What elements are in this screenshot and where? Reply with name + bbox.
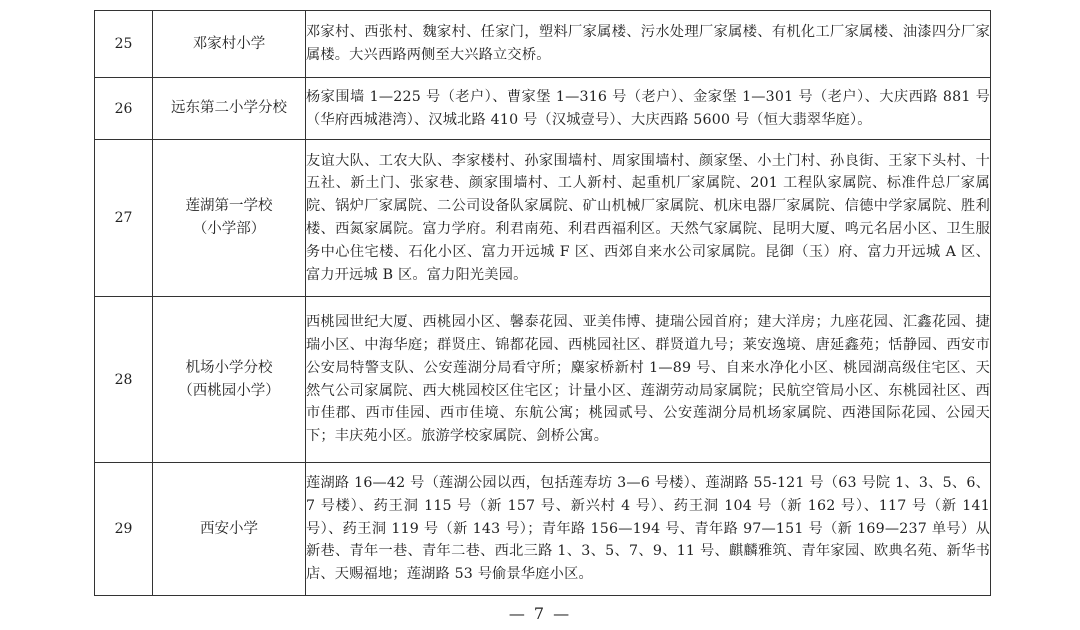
enrollment-area: 杨家围墙 1—225 号（老户）、曹家堡 1—316 号（老户）、金家堡 1—301 号（老户）、大庆西路 881 号（华府西城港湾）、汉城北路 410 号（汉城壹号）、大庆西路 5600 号（恒大翡翠华庭）。 (306, 78, 991, 140)
row-number: 25 (95, 11, 153, 78)
school-name-sub: （西桃园小学） (178, 382, 280, 399)
row-number: 29 (95, 463, 153, 596)
school-name-cell (153, 297, 306, 463)
table-row (95, 463, 991, 596)
enrollment-area: 邓家村、西张村、魏家村、任家门，塑料厂家属楼、污水处理厂家属楼、有机化工厂家属楼、油漆四分厂家属楼。大兴西路两侧至大兴路立交桥。 (306, 11, 991, 78)
table-row (95, 11, 991, 78)
school-name: 机场小学分校 (185, 359, 273, 376)
table-row (95, 140, 991, 297)
school-district-table (94, 10, 991, 596)
school-name: 莲湖第一学校 (185, 198, 273, 214)
school-name: 西安小学 (200, 520, 258, 537)
enrollment-area: 友谊大队、工农大队、李家楼村、孙家围墙村、周家围墙村、颜家堡、小土门村、孙良街、王家下头村、十五社、新土门、张家巷、颜家围墙村、工人新村、起重机厂家属院、201 工程队家属院、标准件总厂家属院、锅炉厂家属院、二公司设备队家属院、矿山机械厂家属院、机床电器厂家属院、信德中学家属院、胜利楼、西氮家属院。富力学府。利君南苑、利君西福利区。天然气家属院、昆明大厦、鸣元名居小区、卫生服务中心住宅楼、石化小区、富力开远城 F 区、西郊自来水公司家属院。昆御（玉）府、富力开远城 A 区、富力开远城 B 区。富力阳光美园。 (306, 140, 991, 297)
row-number: 27 (95, 140, 153, 297)
school-name-cell (153, 11, 306, 78)
school-name: 远东第二小学分校 (171, 100, 287, 116)
table-row (95, 297, 991, 463)
page-number: — 7 — (508, 604, 572, 623)
school-name-cell (153, 463, 306, 596)
school-name-cell (153, 78, 306, 140)
school-name-sub: （小学部） (192, 221, 266, 237)
enrollment-area: 莲湖路 16—42 号（莲湖公园以西，包括莲寿坊 3—6 号楼）、莲湖路 55-121 号（63 号院 1、3、5、6、7 号楼）、药王洞 115 号（新 157 号、新兴村 4 号）、药王洞 104 号（新 162 号）、117 号（新 141 号）、药王洞 119 号（新 143 号）；青年路 156—194 号、青年路 97—151 号（新 169—237 单号）从新巷、青年一巷、青年二巷、西北三路 1、3、5、7、9、11 号、麒麟雅筑、青年家园、欧典名苑、新华书店、天赐福地；莲湖路 53 号偷景华庭小区。 (306, 463, 991, 596)
row-number: 26 (95, 78, 153, 140)
school-name-cell (153, 140, 306, 297)
row-number: 28 (95, 297, 153, 463)
school-name: 邓家村小学 (192, 35, 266, 52)
enrollment-area: 西桃园世纪大厦、西桃园小区、馨泰花园、亚美伟博、捷瑞公园首府；建大洋房；九座花园、汇鑫花园、捷瑞小区、中海华庭；群贤庄、锦都花园、西桃园社区、群贤道九号；莱安逸境、唐延鑫苑；恬静园、西安市公安局特警支队、公安莲湖分局看守所；麋家桥新村 1—89 号、自来水净化小区、桃园湖高级住宅区、天然气公司家属院、西大桃园校区住宅区；计量小区、莲湖劳动局家属院；民航空管局小区、东桃园社区、西市佳郡、西市佳园、西市佳境、东航公寓；桃园贰号、公安莲湖分局机场家属院、西港国际花园、公园天下；丰庆苑小区。旅游学校家属院、剑桥公寓。 (306, 297, 991, 463)
table-row (95, 78, 991, 140)
